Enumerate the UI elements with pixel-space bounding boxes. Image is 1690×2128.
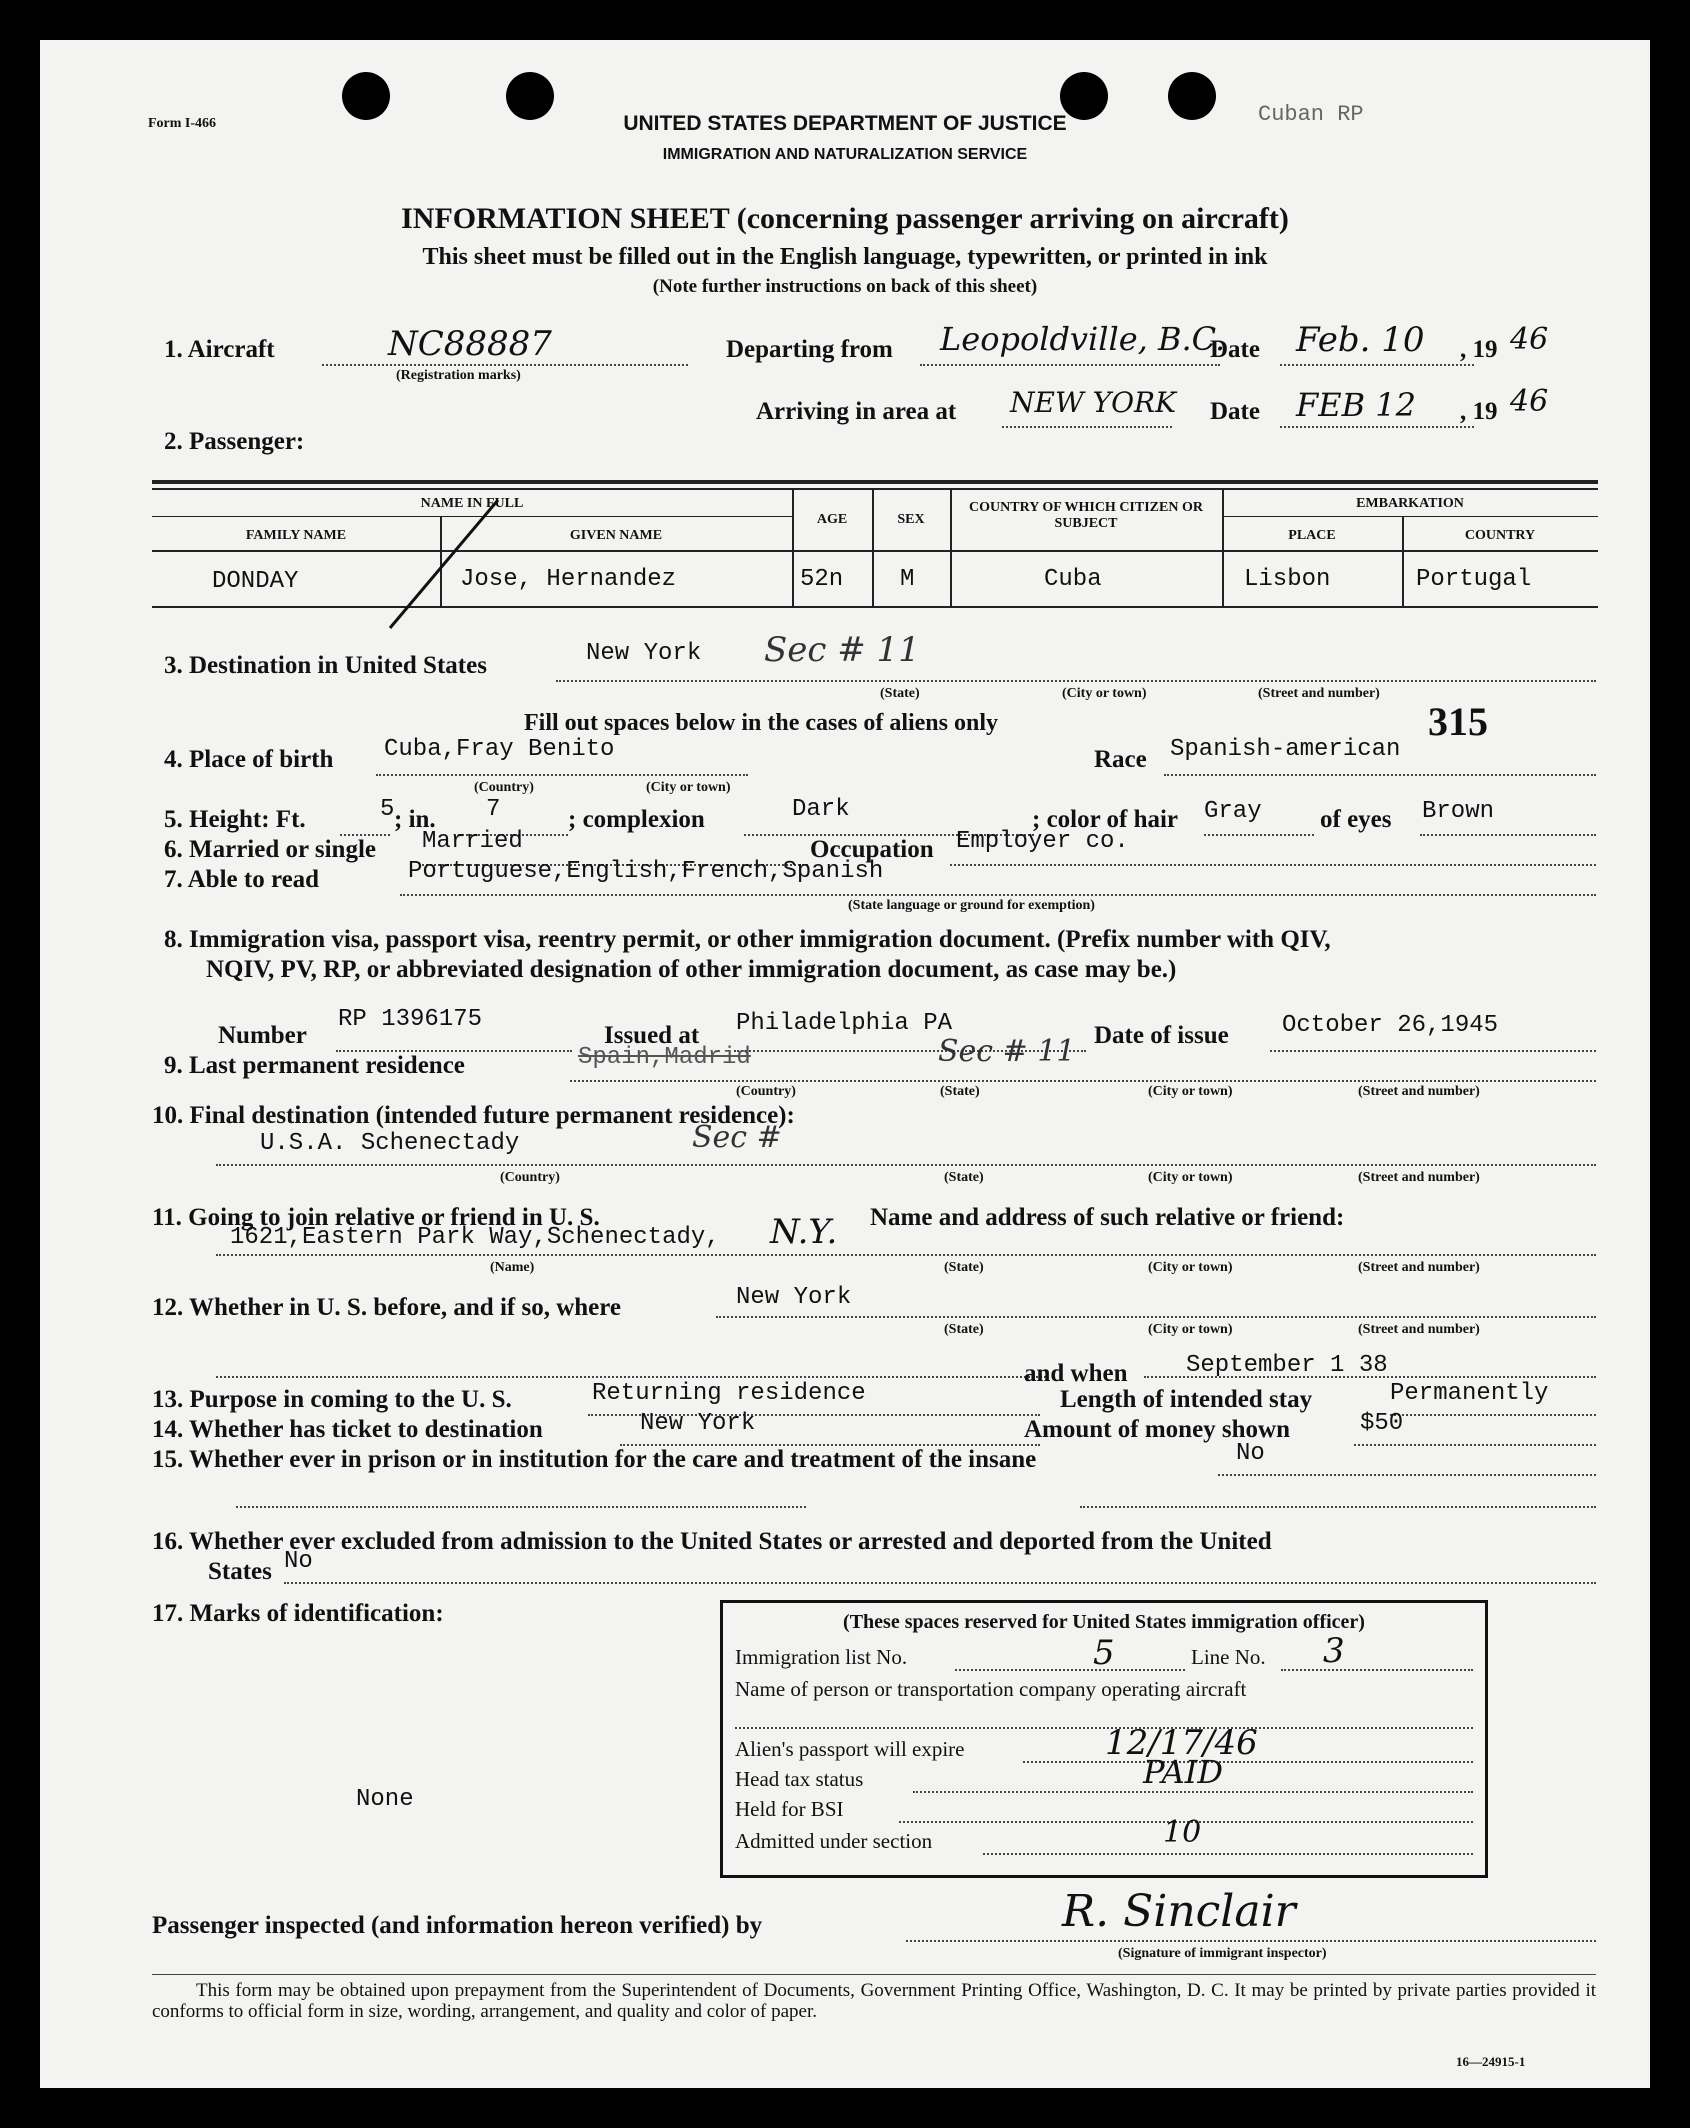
age-value: 52n: [800, 566, 844, 593]
residence-value: Spain,Madrid: [578, 1044, 751, 1071]
city-caption: (City or town): [646, 780, 731, 795]
depart-year-prefix: , 19: [1460, 336, 1498, 363]
height-feet-value: 5: [380, 796, 395, 823]
company-label: Name of person or transportation company operating aircraft: [735, 1677, 1247, 1701]
residence-street-note: Sec # 11: [938, 1034, 1076, 1069]
relative-state-note: N.Y.: [770, 1212, 838, 1252]
prison-label: 15. Whether ever in prison or in institution for the care and treatment of the insane: [152, 1446, 1037, 1473]
subtitle: This sheet must be filled out in the English language, typewritten, or printed in ink: [422, 244, 1268, 270]
embark-country-value: Portugal: [1416, 566, 1532, 593]
doc-number-label: Number: [218, 1022, 307, 1049]
ticket-label: 14. Whether has ticket to destination: [152, 1416, 543, 1443]
state-caption: (State): [940, 1084, 980, 1099]
state-caption: (State): [880, 686, 920, 701]
identification-value: None: [356, 1786, 414, 1813]
purpose-value: Returning residence: [592, 1380, 866, 1407]
departing-label: Departing from: [726, 336, 893, 363]
excluded-label: 16. Whether ever excluded from admission to the United States or arrested and deported from the United: [152, 1528, 1272, 1555]
ticket-value: New York: [640, 1410, 756, 1437]
age-header: AGE: [816, 512, 848, 527]
list-number-value: 5: [1093, 1633, 1115, 1673]
citizen-country-header: COUNTRY OF WHICH CITIZEN OR SUBJECT: [969, 500, 1203, 531]
depart-date-line: [1280, 364, 1474, 366]
inspected-label: Passenger inspected (and information hereon verified) by: [152, 1912, 763, 1939]
relative-address-label: Name and address of such relative or friend:: [870, 1204, 1345, 1231]
family-name-header: FAMILY NAME: [245, 528, 347, 543]
hair-value: Gray: [1204, 798, 1262, 825]
birthplace-value: Cuba,Fray Benito: [384, 736, 615, 763]
stay-label: Length of intended stay: [1060, 1386, 1313, 1413]
money-value: $50: [1360, 1410, 1404, 1437]
when-label: and when: [1024, 1360, 1128, 1387]
residence-label: 9. Last permanent residence: [164, 1052, 465, 1079]
name-caption: (Name): [490, 1260, 535, 1275]
occupation-value: Employer co.: [956, 828, 1129, 855]
aliens-only-note: Fill out spaces below in the cases of aliens only: [524, 710, 999, 736]
officer-box: [720, 1600, 1488, 1878]
arrive-year-value: 46: [1510, 384, 1549, 419]
department-heading: UNITED STATES DEPARTMENT OF JUSTICE: [623, 112, 1067, 135]
embark-place-value: Lisbon: [1244, 566, 1331, 593]
city-caption: (City or town): [1148, 1170, 1233, 1185]
country-caption: (Country): [500, 1170, 560, 1185]
issue-date-label: Date of issue: [1094, 1022, 1229, 1049]
instructions-note: (Note further instructions on back of this sheet): [652, 276, 1038, 297]
aircraft-label: 1. Aircraft: [164, 336, 275, 363]
arrive-date-value: FEB 12: [1296, 386, 1416, 424]
depart-date-label: Date: [1210, 336, 1260, 363]
height-inches-label: ; in.: [394, 806, 436, 833]
previous-visit-label: 12. Whether in U. S. before, and if so, where: [152, 1294, 621, 1321]
birthplace-line: [376, 774, 748, 776]
birthplace-label: 4. Place of birth: [164, 746, 334, 773]
state-caption: (State): [944, 1260, 984, 1275]
line-number-value: 3: [1323, 1631, 1345, 1671]
final-destination-street-note: Sec #: [692, 1120, 782, 1155]
race-value: Spanish-american: [1170, 736, 1401, 763]
form-sheet: [40, 40, 1650, 2088]
service-heading: IMMIGRATION AND NATURALIZATION SERVICE: [662, 146, 1028, 163]
section-label: Admitted under section: [735, 1829, 933, 1853]
list-number-label: Immigration list No.: [735, 1645, 908, 1669]
issued-at-value: Philadelphia PA: [736, 1010, 953, 1037]
stamp-number: 315: [1428, 699, 1488, 744]
form-number: Form I-466: [148, 116, 217, 131]
sex-value: M: [900, 566, 915, 593]
issue-date-value: October 26,1945: [1282, 1012, 1499, 1039]
passport-expire-label: Alien's passport will expire: [735, 1737, 965, 1761]
page-title: INFORMATION SHEET (concerning passenger arriving on aircraft): [401, 202, 1289, 235]
purpose-label: 13. Purpose in coming to the U. S.: [152, 1386, 512, 1413]
city-caption: (City or town): [1148, 1322, 1233, 1337]
eyes-value: Brown: [1422, 798, 1495, 825]
depart-date-value: Feb. 10: [1296, 320, 1425, 360]
name-in-full-header: NAME IN FULL: [420, 496, 524, 511]
given-name-header: GIVEN NAME: [569, 528, 663, 543]
doc-number-value: RP 1396175: [338, 1006, 483, 1033]
final-destination-value: U.S.A. Schenectady: [260, 1130, 520, 1157]
languages-caption: (State language or ground for exemption): [848, 898, 1095, 913]
destination-line: [556, 680, 1596, 682]
relative-address-value: 1621,Eastern Park Way,Schenectady,: [230, 1224, 720, 1251]
prison-value: No: [1236, 1440, 1265, 1467]
section-value: 10: [1163, 1815, 1202, 1850]
bsi-label: Held for BSI: [735, 1797, 844, 1821]
officer-box-header: (These spaces reserved for United States immigration officer): [843, 1611, 1365, 1633]
final-destination-label: 10. Final destination (intended future permanent residence):: [152, 1102, 795, 1129]
arrive-year-prefix: , 19: [1460, 398, 1498, 425]
previous-visit-value: New York: [736, 1284, 852, 1311]
corner-note: Cuban RP: [1258, 102, 1364, 127]
street-caption: (Street and number): [1358, 1260, 1480, 1275]
embarkation-header: EMBARKATION: [1356, 496, 1464, 511]
inspector-signature: R. Sinclair: [1062, 1886, 1296, 1937]
family-name-value: DONDAY: [212, 568, 299, 595]
depart-year-value: 46: [1510, 322, 1549, 357]
marital-label: 6. Married or single: [164, 836, 376, 863]
languages-value: Portuguese,English,French,Spanish: [408, 858, 884, 885]
document-label: 8. Immigration visa, passport visa, reentry permit, or other immigration document. (Prefix number with QIV,: [164, 926, 1331, 953]
footer-text: This form may be obtained upon prepayment from the Superintendent of Documents, Government Printing Office, Washington, D. C. It may be printed by private parties provided it conforms to official form in size, wording, arrangement, and quality and color of paper.: [152, 1980, 1596, 2022]
sex-header: SEX: [897, 512, 925, 527]
citizen-value: Cuba: [1044, 566, 1102, 593]
state-caption: (State): [944, 1322, 984, 1337]
state-caption: (State): [944, 1170, 984, 1185]
country-caption: (Country): [736, 1084, 796, 1099]
line-number-label: Line No.: [1191, 1645, 1266, 1669]
complexion-value: Dark: [792, 796, 850, 823]
city-caption: (City or town): [1148, 1084, 1233, 1099]
departing-line: [920, 364, 1220, 366]
relative-label: 11. Going to join relative or friend in U. S.: [152, 1204, 600, 1231]
aircraft-line: [322, 364, 688, 366]
languages-label: 7. Able to read: [164, 866, 320, 893]
issued-at-label: Issued at: [604, 1022, 700, 1049]
head-tax-value: PAID: [1143, 1753, 1223, 1791]
height-inches-value: 7: [486, 796, 501, 823]
aircraft-caption: (Registration marks): [396, 368, 521, 383]
print-code: 16—24915-1: [1456, 2054, 1526, 2069]
destination-label: 3. Destination in United States: [164, 652, 487, 679]
destination-state-value: New York: [586, 640, 702, 667]
complexion-label: ; complexion: [568, 806, 705, 833]
signature-caption: (Signature of immigrant inspector): [1118, 1946, 1327, 1961]
departing-value: Leopoldville, B.C.: [940, 320, 1226, 358]
passport-expire-value: 12/17/46: [1105, 1723, 1258, 1763]
arriving-line: [1002, 426, 1172, 428]
eyes-label: of eyes: [1320, 806, 1392, 833]
marital-value: Married: [422, 828, 523, 855]
city-caption: (City or town): [1062, 686, 1147, 701]
street-caption: (Street and number): [1358, 1322, 1480, 1337]
street-caption: (Street and number): [1258, 686, 1380, 701]
country-caption: (Country): [474, 780, 534, 795]
embark-country-header: COUNTRY: [1464, 528, 1536, 543]
occupation-label: Occupation: [810, 836, 934, 863]
height-label: 5. Height: Ft.: [164, 806, 306, 833]
stay-value: Permanently: [1390, 1380, 1549, 1407]
document-label-2: NQIV, PV, RP, or abbreviated designation of other immigration document, as case may be.): [206, 956, 1177, 983]
when-value: September 1 38: [1186, 1352, 1388, 1379]
destination-street-note: Sec # 11: [764, 630, 920, 670]
arrive-date-label: Date: [1210, 398, 1260, 425]
race-label: Race: [1094, 746, 1147, 773]
excluded-label-2: States: [208, 1558, 272, 1585]
race-line: [1164, 774, 1596, 776]
hair-label: ; color of hair: [1032, 806, 1179, 833]
arriving-value: NEW YORK: [1010, 386, 1177, 419]
money-label: Amount of money shown: [1024, 1416, 1291, 1443]
street-caption: (Street and number): [1358, 1084, 1480, 1099]
aircraft-value: NC88887: [388, 324, 552, 364]
embark-place-header: PLACE: [1288, 528, 1336, 543]
arriving-label: Arriving in area at: [756, 398, 957, 425]
given-name-value: Jose, Hernandez: [460, 566, 677, 593]
excluded-value: No: [284, 1548, 313, 1575]
pen-stroke: [340, 480, 560, 630]
identification-label: 17. Marks of identification:: [152, 1600, 444, 1627]
head-tax-label: Head tax status: [735, 1767, 864, 1791]
arrive-date-line: [1280, 426, 1474, 428]
city-caption: (City or town): [1148, 1260, 1233, 1275]
street-caption: (Street and number): [1358, 1170, 1480, 1185]
passenger-label: 2. Passenger:: [164, 428, 305, 455]
